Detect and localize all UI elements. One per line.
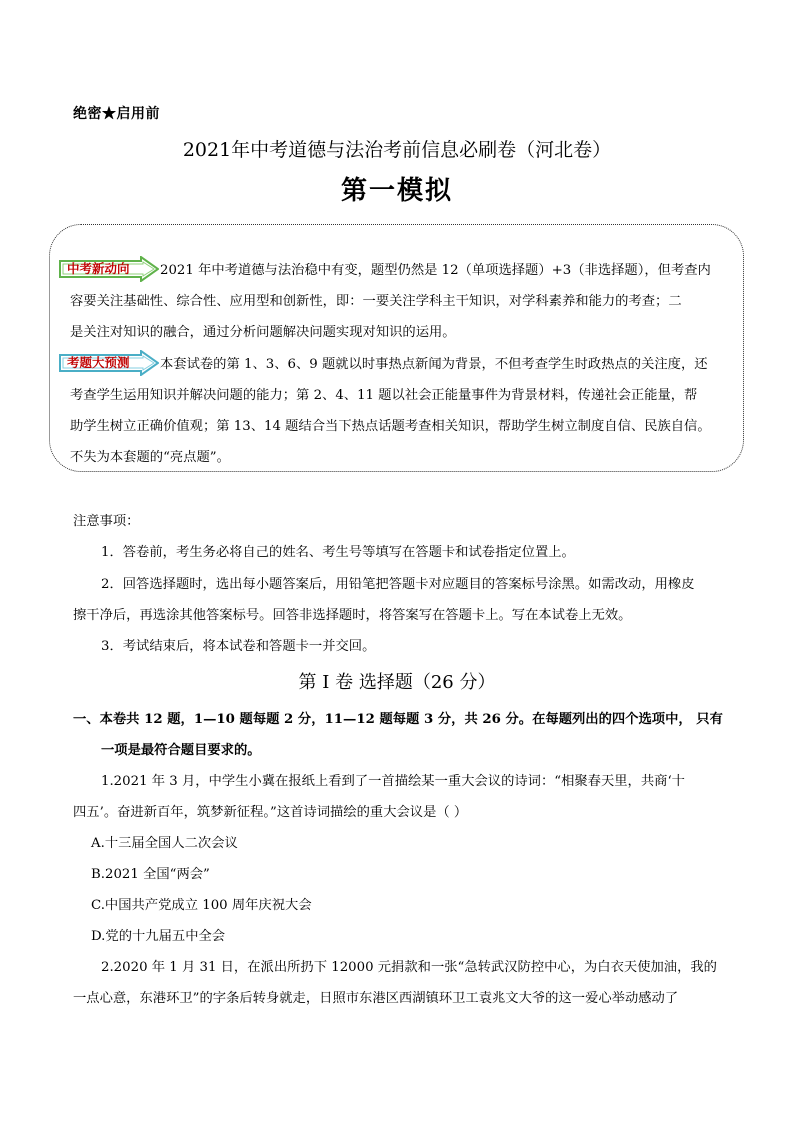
- option-d: D.党的十九届五中全会: [91, 929, 226, 944]
- notes-item: 3．考试结束后，将本试卷和答题卡一并交回。: [101, 639, 376, 654]
- option-c: C.中国共产党成立 100 周年庆祝大会: [91, 898, 312, 913]
- notes-item: 2．回答选择题时，选出每小题答案后，用铅笔把答题卡对应题目的答案标号涂黑。如需改动，用橡皮: [101, 577, 695, 592]
- option-a: A.十三届全国人二次会议: [91, 836, 238, 851]
- tag-trend-label: 中考新动向: [67, 261, 130, 276]
- info-line: 不失为本套题的“亮点题”。: [70, 450, 230, 465]
- section-instructions: 一项是最符合题目要求的。: [101, 743, 261, 758]
- notes-heading: 注意事项：: [73, 514, 140, 529]
- question-stem: 1.2021 年 3 月，中学生小冀在报纸上看到了一首描绘某一重大会议的诗词：“相聚春天里，共商‘十: [101, 774, 685, 789]
- confidential-label: 绝密★启用前: [73, 106, 160, 122]
- notes-item: 擦干净后，再选涂其他答案标号。回答非选择题时，将答案写在答题卡上。写在本试卷上无效。: [73, 608, 632, 623]
- tag-trend: [59, 256, 159, 280]
- info-line: 容要关注基础性、综合性、应用型和创新性，即：一要关注学科主干知识，对学科素养和能力的考查；二: [70, 294, 682, 309]
- tag-forecast-label: 考题大预测: [67, 355, 130, 370]
- info-line: 2021 年中考道德与法治稳中有变，题型仍然是 12（单项选择题）+3（非选择题），但考查内: [160, 263, 711, 278]
- exam-subtitle: 第一模拟: [340, 176, 453, 206]
- tag-forecast: [59, 350, 159, 374]
- notes-item: 1．答卷前，考生务必将自己的姓名、考生号等填写在答题卡和试卷指定位置上。: [101, 545, 575, 560]
- exam-title: 2021年中考道德与法治考前信息必刷卷（河北卷）: [182, 139, 612, 161]
- info-line: 考查学生运用知识并解决问题的能力；第 2、4、11 题以社会正能量事件为背景材料，传递社会正能量，帮: [70, 388, 698, 403]
- info-line: 本套试卷的第 1、3、6、9 题就以时事热点新闻为背景，不但考查学生时政热点的关注度，还: [160, 357, 708, 372]
- info-line: 助学生树立正确价值观；第 13、14 题结合当下热点话题考查相关知识，帮助学生树立制度自信、民族自信。: [70, 419, 711, 434]
- section-instructions: 一、本卷共 12 题，1—10 题每题 2 分，11—12 题每题 3 分，共 26 分。在每题列出的四个选项中， 只有: [73, 712, 723, 727]
- question-stem: 一点心意，东港环卫”的字条后转身就走，日照市东港区西湖镇环卫工袁兆文大爷的这一爱心举动感动了: [73, 991, 679, 1006]
- section-title: 第 I 卷 选择题（26 分）: [298, 672, 496, 693]
- question-stem: 四五’。奋进新百年，筑梦新征程。”这首诗词描绘的重大会议是（ ）: [73, 805, 468, 820]
- info-line: 是关注对知识的融合，通过分析问题解决问题实现对知识的运用。: [70, 325, 456, 340]
- option-b: B.2021 全国“两会”: [91, 867, 210, 882]
- question-stem: 2.2020 年 1 月 31 日，在派出所扔下 12000 元捐款和一张“急转武汉防控中心，为白衣天使加油，我的: [101, 960, 717, 975]
